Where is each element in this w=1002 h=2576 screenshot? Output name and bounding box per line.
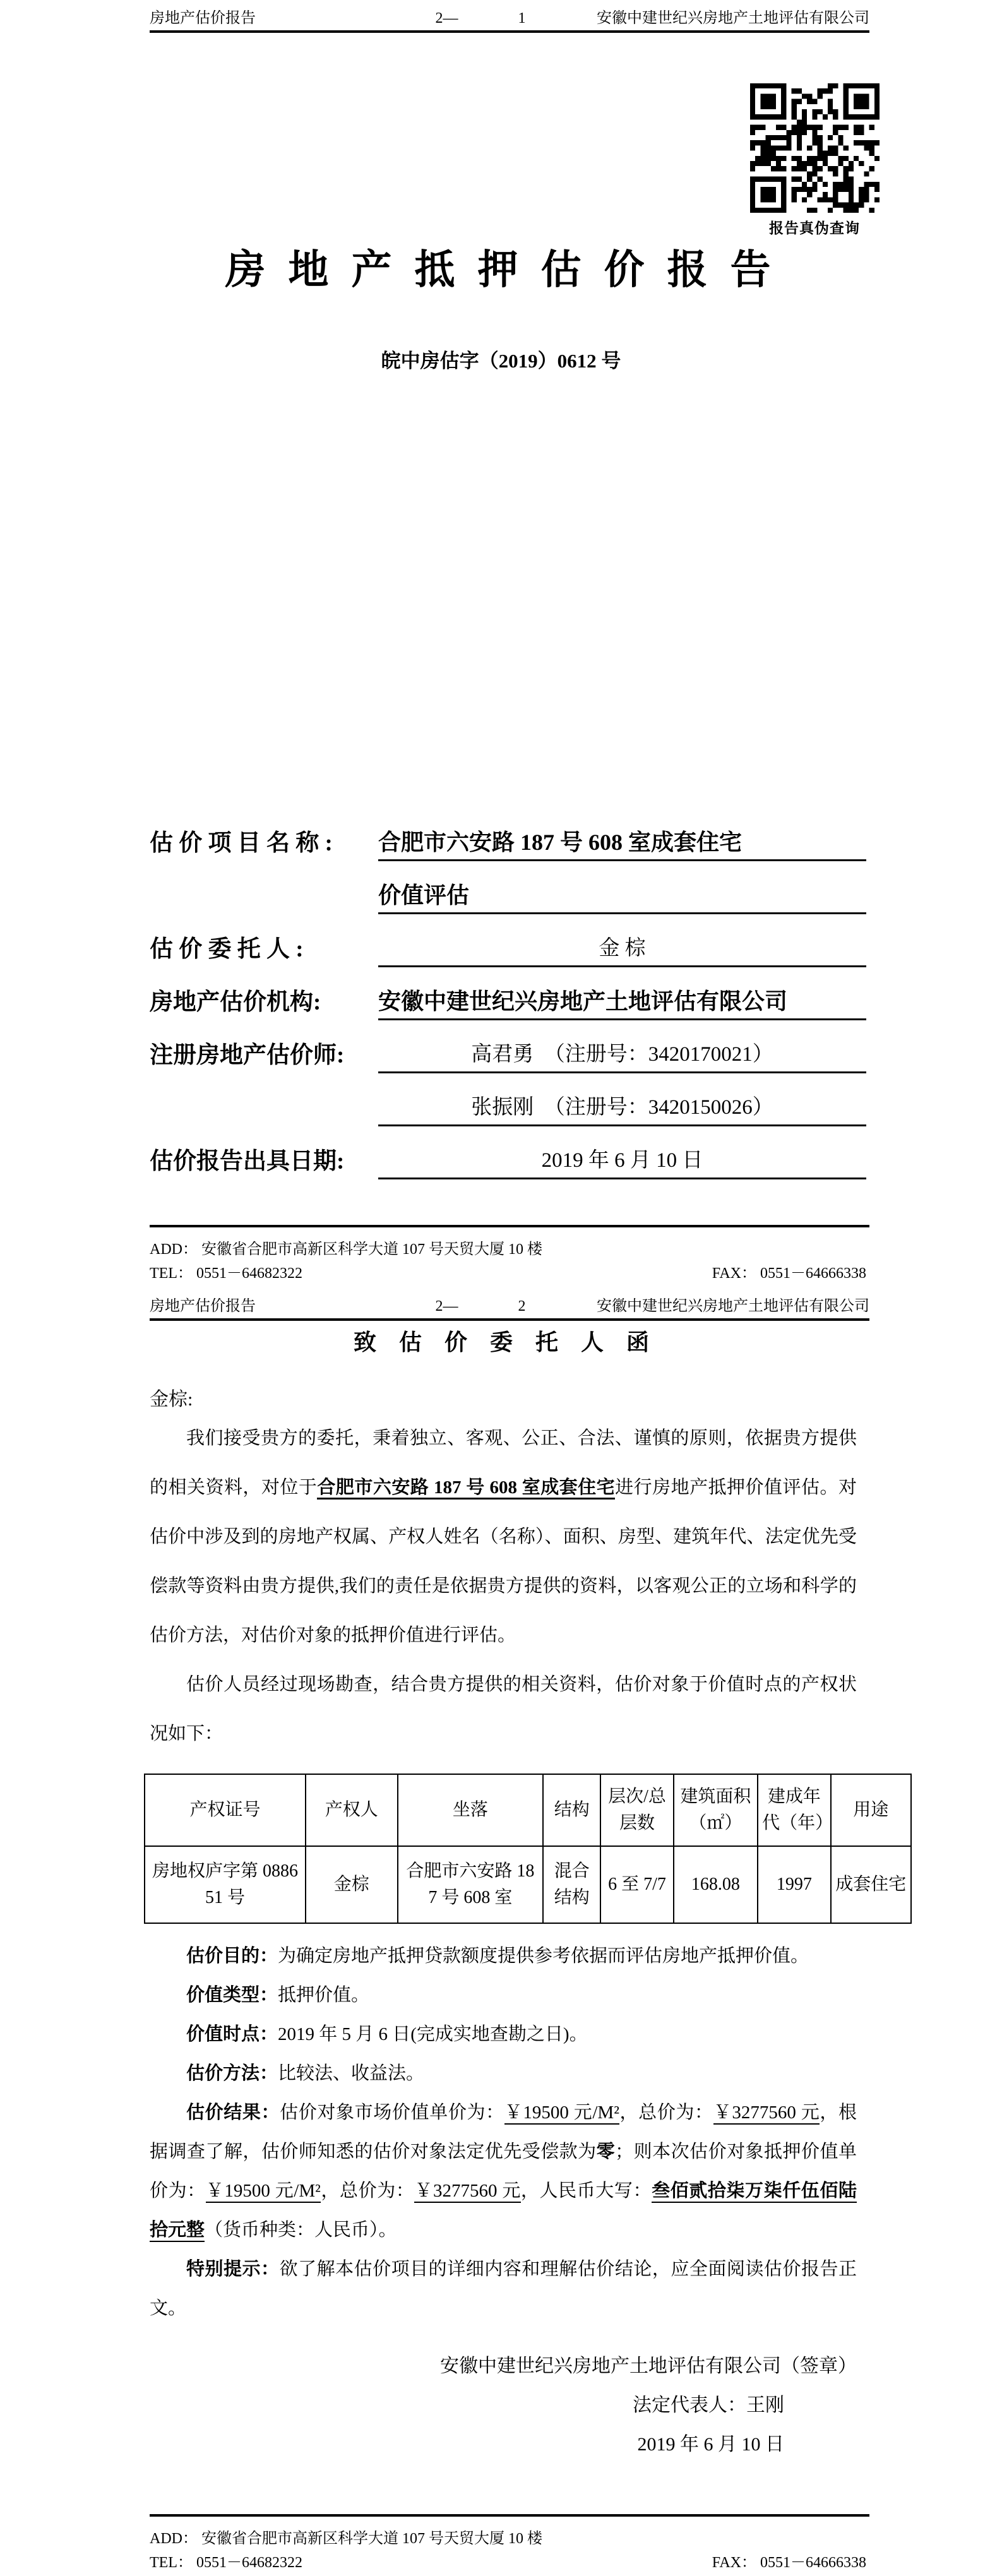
col-certificate-no: 产权证号 [145,1774,306,1846]
page1-footer-telfax [150,1260,866,1282]
field-value: 张振刚 （注册号：3420150026） [378,1090,866,1126]
property-rights-table [144,1774,912,1924]
cell-structure: 混合结构 [543,1846,600,1923]
cell-certificate-no: 房地权庐字第 088651 号 [145,1846,306,1923]
field-value: 金 棕 [378,931,866,967]
header-page-total: 2— [435,1298,458,1315]
cell-location: 合肥市六安路 187 号 608 室 [398,1846,544,1923]
header-page-indicator [364,10,597,27]
cell-area: 168.08 [674,1846,758,1923]
letter-paragraph-2: 估价人员经过现场勘查，结合贵方提供的相关资料，估价对象于价值时点的产权状况如下： [150,1674,857,1744]
report-document-number: 皖中房估字（2019）0612 号 [381,350,621,372]
field-value: 合肥市六安路 187 号 608 室成套住宅 [378,825,866,861]
item-text: 比较法、收益法。 [278,2063,425,2084]
appraisal-result [150,2093,857,2250]
paragraph-text: 进行房地产抵押价值评估。对估价中涉及到的房地产权属、产权人姓名（名称）、面积、房型、建筑年代、法定优先受偿款等资料由贵方提供,我们的责任是依据贵方提供的资料，以客观公正的立场和科学的估价方法，对估价对象的抵押价值进行评估。 [150,1477,857,1645]
amount-in-words: 叁佰贰拾柒万柒仟伍佰陆拾元整 [150,2181,857,2242]
item-label: 估价目的： [186,1946,278,1966]
value-type [150,1976,857,2015]
page2-footer-telfax [150,2549,866,2572]
letter-paragraph-1 [150,1414,857,1660]
result-text: ，人民币大写： [520,2181,652,2201]
footer-fax: FAX： 0551－64666338 [712,2555,866,2571]
field-value: 2019 年 6 月 10 日 [378,1143,866,1179]
col-use: 用途 [831,1774,912,1846]
footer-fax: FAX： 0551－64666338 [712,1265,866,1282]
field-label: 注册房地产估价师: [150,1042,345,1068]
signature-company: 安徽中建世纪兴房地产土地评估有限公司（签章） [440,2356,857,2376]
result-text: （货币种类：人民币）。 [205,2220,397,2240]
col-location: 坐落 [398,1774,544,1846]
signature-legal-representative: 法定代表人：王刚 [633,2395,784,2416]
page1-footer-rule [150,1225,869,1227]
page1-header-rule [150,30,869,33]
appraisal-method [150,2054,857,2093]
field-label: 房地产估价机构: [150,989,321,1015]
page2-running-header [150,1293,869,1315]
field-project-name-line2 [150,878,866,914]
cell-use: 成套住宅 [831,1846,912,1923]
paragraph-text: 我们接受贵方的委托，秉着独立、客观、公正、合法、谨慎的原则，依据贵方提供的相关资料，对位于 [150,1428,857,1498]
unit-price-value: ￥19500 元/M² [504,2102,619,2125]
header-company-name: 安徽中建世纪兴房地产土地评估有限公司 [597,10,869,27]
result-text: ，根据调查了解，估价师知悉的估价对象法定优先受偿款为 [150,2102,857,2162]
item-label: 特别提示： [186,2259,280,2279]
col-area: 建筑面积（㎡） [674,1774,758,1846]
page2-footer-address: ADD： 安徽省合肥市高新区科学大道 107 号天贸大厦 10 楼 [150,2531,542,2547]
header-page-current: 1 [518,10,526,27]
qr-code-image [750,83,880,213]
item-text: 欲了解本估价项目的详细内容和理解估价结论，应全面阅读估价报告正文。 [150,2259,857,2318]
field-label: 估价报告出具日期: [150,1148,345,1174]
value-date [150,2015,857,2054]
header-company-name: 安徽中建世纪兴房地产土地评估有限公司 [597,1298,869,1315]
field-appraiser-1 [150,1037,866,1073]
page1-footer-address: ADD： 安徽省合肥市高新区科学大道 107 号天贸大厦 10 楼 [150,1241,542,1258]
field-appraiser-2 [150,1090,866,1126]
field-client [150,931,866,967]
header-page-total: 2— [435,10,458,27]
field-label: 估 价 项 目 名 称 : [150,830,333,856]
zero-priority-payment: 零 [596,2142,616,2162]
letter-title: 致 估 价 委 托 人 函 [353,1330,653,1355]
item-label: 价值时点： [186,2024,278,2044]
result-text: ；则本次估价对象抵押价值单价为： [150,2142,857,2201]
item-text: 为确定房地产抵押贷款额度提供参考依据而评估房地产抵押价值。 [278,1946,809,1966]
field-project-name [150,825,866,861]
item-label: 估价结果： [186,2102,280,2123]
page2-header-rule [150,1318,869,1321]
mortgage-total-price-value: ￥3277560 元 [414,2181,521,2203]
result-text: ，总价为： [619,2102,713,2123]
letter-salutation: 金棕: [150,1389,193,1410]
item-text: 抵押价值。 [278,1985,370,2005]
field-appraisal-agency [150,984,866,1020]
col-floor: 层次/总层数 [600,1774,673,1846]
col-year-built: 建成年代（年） [758,1774,830,1846]
item-label: 估价方法： [186,2063,278,2084]
report-title: 房 地 产 抵 押 估 价 报 告 [225,247,777,292]
footer-tel: TEL： 0551－64682322 [150,1265,302,1282]
field-value: 价值评估 [378,878,866,914]
item-text: 2019 年 5 月 6 日(完成实地查勘之日)。 [278,2024,588,2044]
letter-body [150,1325,907,2464]
page1-running-header [150,5,869,27]
result-text: 估价对象市场价值单价为： [280,2102,504,2123]
signature-block [150,2347,857,2464]
cell-year-built: 1997 [758,1846,830,1923]
result-text: ，总价为： [320,2181,415,2201]
page2-footer-rule [150,2514,869,2517]
appraisal-subject: 合肥市六安路 187 号 608 室成套住宅 [317,1477,615,1500]
signature-date: 2019 年 6 月 10 日 [637,2434,784,2455]
special-note [150,2250,857,2328]
qr-code [748,83,881,213]
table-row [145,1846,911,1923]
item-label: 价值类型： [186,1985,278,2005]
qr-caption: 报告真伪查询 [769,220,860,236]
field-issue-date [150,1143,866,1179]
field-value: 高君勇 （注册号：3420170021） [378,1037,866,1073]
appraisal-purpose [150,1936,857,1976]
header-doc-type: 房地产估价报告 [150,1298,256,1315]
col-structure: 结构 [543,1774,600,1846]
cover-fields [150,825,866,1196]
col-owner: 产权人 [306,1774,398,1846]
total-price-value: ￥3277560 元 [713,2102,820,2125]
mortgage-unit-price-value: ￥19500 元/M² [206,2181,321,2203]
table-header-row [145,1774,911,1846]
header-doc-type: 房地产估价报告 [150,10,256,27]
header-page-current: 2 [518,1298,526,1315]
cell-owner: 金棕 [306,1846,398,1923]
header-page-indicator [364,1298,597,1315]
qr-block [748,83,881,237]
field-label: 估 价 委 托 人 : [150,936,304,962]
footer-tel: TEL： 0551－64682322 [150,2555,302,2571]
field-value: 安徽中建世纪兴房地产土地评估有限公司 [378,984,866,1020]
cell-floor: 6 至 7/7 [600,1846,673,1923]
